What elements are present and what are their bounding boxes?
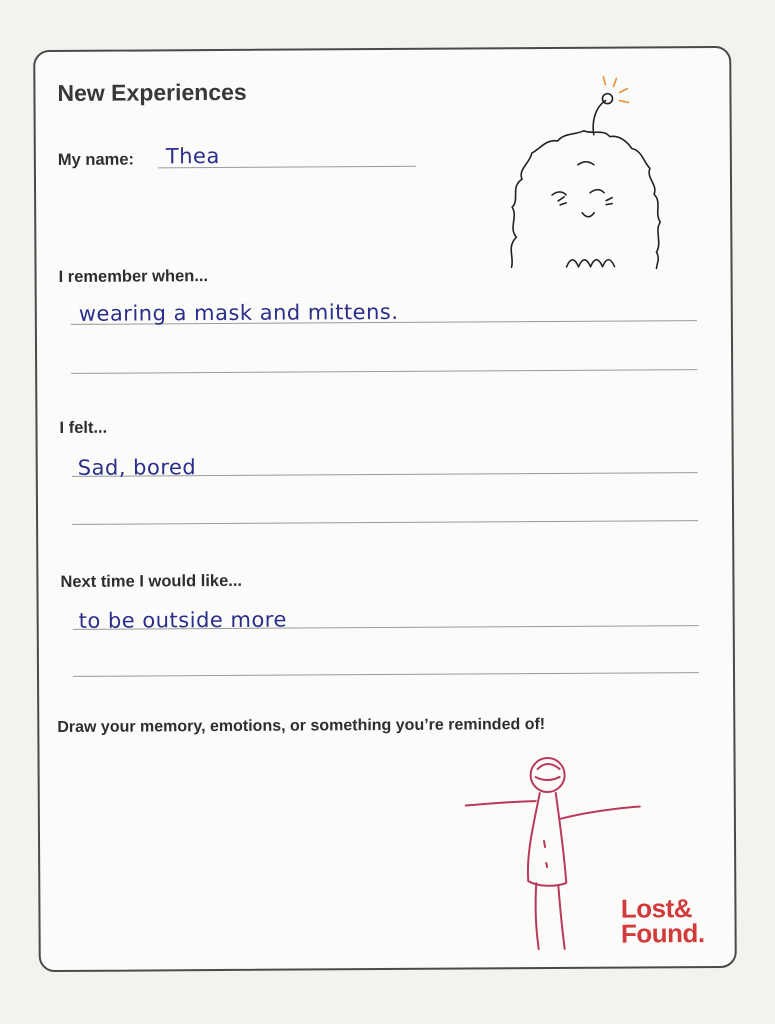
remember-label: I remember when... bbox=[58, 267, 209, 286]
page-title: New Experiences bbox=[57, 78, 247, 106]
remember-handwriting[interactable]: wearing a mask and mittens. bbox=[78, 299, 399, 326]
remember-line-2 bbox=[71, 369, 697, 374]
name-handwriting[interactable]: Thea bbox=[165, 144, 220, 169]
logo-line-2: Found. bbox=[620, 918, 705, 949]
felt-label: I felt... bbox=[59, 418, 108, 437]
name-label: My name: bbox=[57, 150, 135, 169]
next-time-label: Next time I would like... bbox=[60, 571, 243, 591]
felt-line-2 bbox=[72, 520, 698, 525]
logo-line-1: Lost& bbox=[620, 893, 693, 924]
felt-handwriting[interactable]: Sad, bored bbox=[77, 455, 197, 480]
worksheet-card bbox=[33, 46, 737, 972]
next-time-line-2 bbox=[73, 672, 699, 677]
fuzzy-monster-illustration bbox=[505, 76, 666, 277]
lost-and-found-logo bbox=[620, 893, 705, 949]
draw-prompt: Draw your memory, emotions, or something you’re reminded of! bbox=[57, 716, 546, 737]
next-time-handwriting[interactable]: to be outside more bbox=[78, 607, 287, 633]
